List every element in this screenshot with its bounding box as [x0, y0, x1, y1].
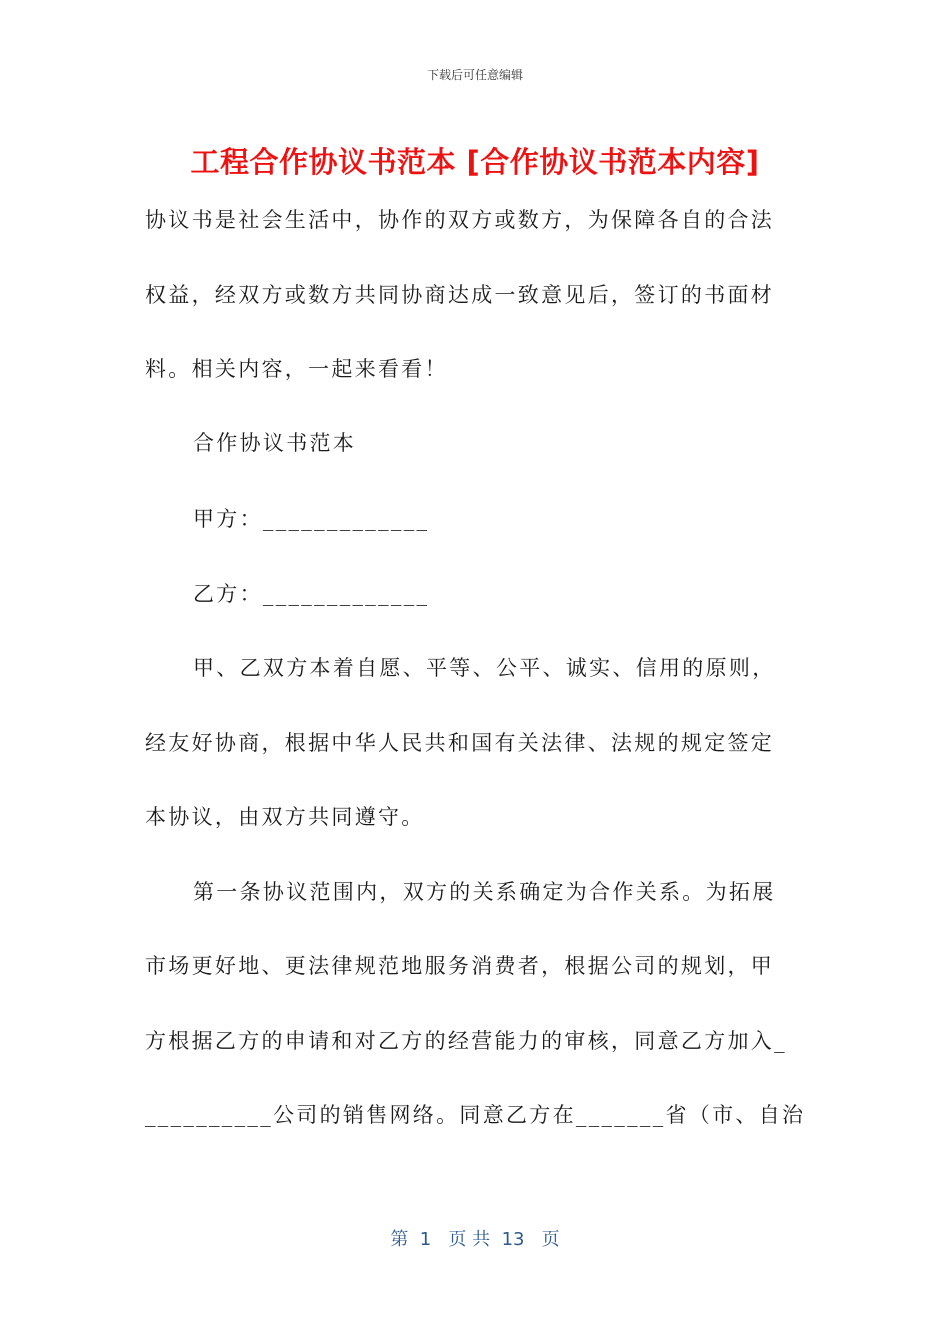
- section-heading: 合作协议书范本: [193, 431, 357, 455]
- header-note: 下载后可任意编辑: [426, 68, 523, 82]
- paragraph-line-10: __________公司的销售网络。同意乙方在_______省（市、自治: [145, 1103, 806, 1127]
- paragraph-line-7: 第一条协议范围内，双方的关系确定为合作关系。为拓展: [193, 880, 776, 904]
- paragraph-line-4: 甲、乙双方本着自愿、平等、公平、诚实、信用的原则，: [193, 656, 776, 680]
- page-number-footer: 第 1 页 共 13 页: [390, 1229, 560, 1250]
- document-title: 工程合作协议书范本 [合作协议书范本内容]: [190, 145, 760, 179]
- paragraph-line-1: 协议书是社会生活中，协作的双方或数方，为保障各自的合法: [145, 208, 775, 232]
- party-a-line: 甲方：_____________: [193, 507, 430, 531]
- paragraph-line-9: 方根据乙方的申请和对乙方的经营能力的审核，同意乙方加入_: [145, 1029, 787, 1053]
- paragraph-line-6: 本协议，由双方共同遵守。: [145, 805, 425, 829]
- paragraph-line-8: 市场更好地、更法律规范地服务消费者，根据公司的规划，甲: [145, 954, 775, 978]
- paragraph-line-5: 经友好协商，根据中华人民共和国有关法律、法规的规定签定: [145, 731, 775, 755]
- paragraph-line-2: 权益，经双方或数方共同协商达成一致意见后，签订的书面材: [145, 283, 775, 307]
- party-b-line: 乙方：_____________: [193, 582, 430, 606]
- paragraph-line-3: 料。相关内容，一起来看看！: [145, 357, 448, 381]
